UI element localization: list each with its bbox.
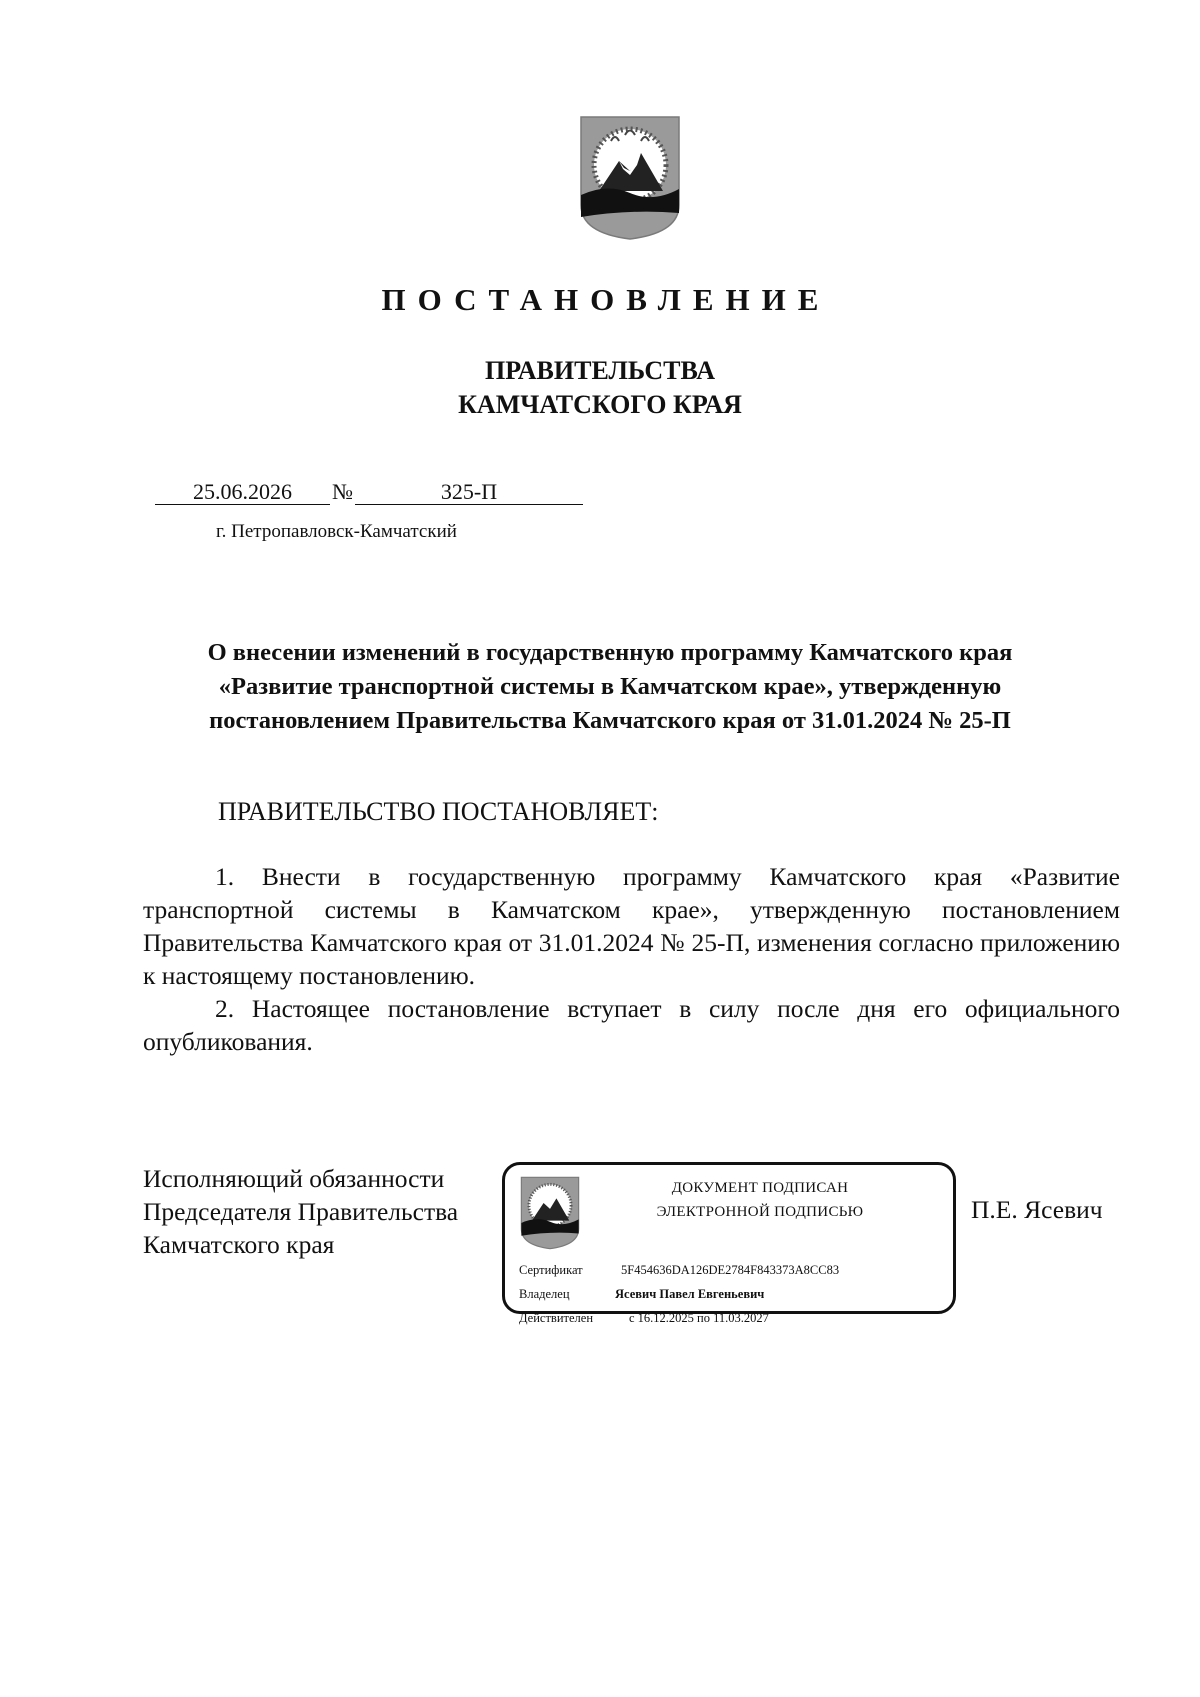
- issuer-name: [0, 354, 1200, 422]
- certificate-label: Сертификат: [519, 1263, 583, 1277]
- stamp-heading-line-1: ДОКУМЕНТ ПОДПИСАН: [671, 1180, 849, 1196]
- owner-label: Владелец: [519, 1287, 570, 1301]
- position-line-1: Исполняющий обязанности: [143, 1164, 445, 1193]
- stamp-heading: [590, 1176, 930, 1224]
- position-line-3: Камчатского края: [143, 1230, 335, 1259]
- coat-of-arms-icon: [577, 113, 683, 243]
- city: г. Петропавловск-Камчатский: [216, 521, 457, 542]
- valid-label: Действителен: [519, 1311, 594, 1325]
- document-subject: [140, 636, 1080, 738]
- document-number: 325-П: [355, 480, 583, 505]
- document-title: ПОСТАНОВЛЕНИЕ: [381, 282, 831, 317]
- subject-line-3: постановлением Правительства Камчатского края от 31.01.2024 № 25-П: [209, 707, 1011, 734]
- subject-line-1: О внесении изменений в государственную программу Камчатского края: [207, 639, 1013, 666]
- paragraph: 2. Настоящее постановление вступает в силу после дня его официального опубликования.: [143, 994, 1120, 1056]
- paragraph: 1. Внести в государственную программу Камчатского края «Развитие транспортной системы в Камчатском крае», утвержденную постановлением Правительства Камчатского края от 31.01.2024 № 25-П, изменения согласно приложению к настоящему постановлению.: [143, 862, 1120, 990]
- decree-heading: ПРАВИТЕЛЬСТВО ПОСТАНОВЛЯЕТ:: [218, 797, 659, 826]
- issuer-line-2: КАМЧАТСКОГО КРАЯ: [458, 390, 742, 419]
- signer-position: [143, 1162, 458, 1261]
- document-date: 25.06.2026: [155, 480, 330, 505]
- number-sign: №: [332, 479, 353, 504]
- issuer-line-1: ПРАВИТЕЛЬСТВА: [485, 356, 715, 385]
- certificate-value: 5F454636DA126DE2784F843373A8CC83: [621, 1263, 840, 1277]
- stamp-coat-of-arms-icon: [519, 1175, 581, 1251]
- valid-value: с 16.12.2025 по 11.03.2027: [629, 1311, 769, 1325]
- subject-line-2: «Развитие транспортной системы в Камчатском крае», утвержденную: [218, 673, 1002, 700]
- stamp-owner-row: [519, 1287, 764, 1302]
- stamp-validity-row: [519, 1311, 769, 1326]
- electronic-signature-stamp: [502, 1162, 956, 1325]
- signer-name: П.Е. Ясевич: [971, 1195, 1103, 1224]
- stamp-heading-line-2: ЭЛЕКТРОННОЙ ПОДПИСЬЮ: [656, 1204, 864, 1220]
- date-number-line: [155, 479, 583, 505]
- document-body: [143, 860, 1120, 1058]
- position-line-2: Председателя Правительства: [143, 1197, 459, 1226]
- stamp-certificate-row: [519, 1263, 839, 1278]
- owner-value: Ясевич Павел Евгеньевич: [615, 1287, 765, 1301]
